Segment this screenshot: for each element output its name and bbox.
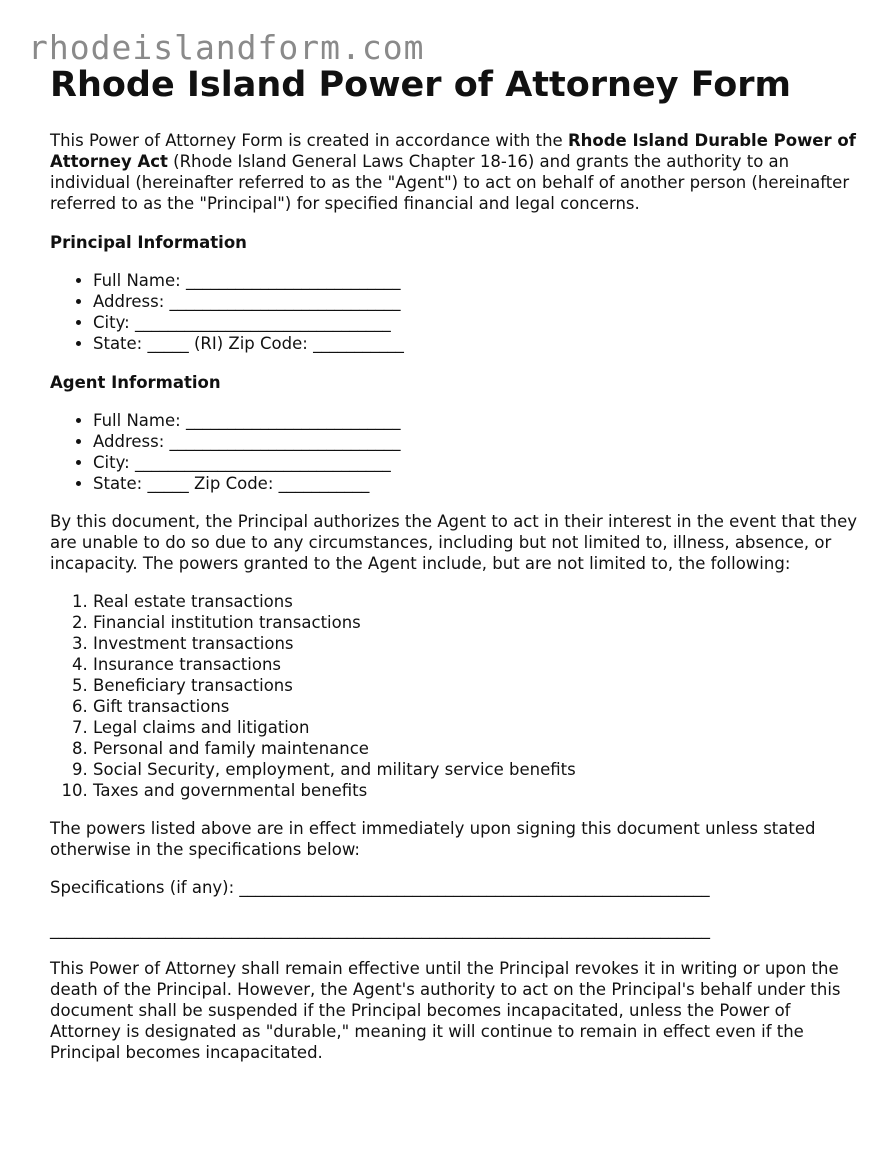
principal-heading: Principal Information (50, 233, 247, 252)
intro-text-2: (Rhode Island General Laws Chapter 18-16) and grants the authority to an individual (hereinafter referred to as the "Agent") to act on behalf of another person (hereinafter referred to as the "Principal") for specified financial and legal concerns. (50, 152, 850, 213)
principal-full-name-field: • Full Name: __________________________ (93, 270, 860, 291)
agent-city-field: • City: _______________________________ (93, 452, 860, 473)
document-body (50, 64, 860, 1063)
agent-state-zip-field: • State: _____ Zip Code: ___________ (93, 473, 860, 494)
intro-act-name: Rhode Island Durable Power of Attorney Act (50, 131, 856, 171)
power-item: 8. Personal and family maintenance (93, 738, 860, 759)
intro-text-1: This Power of Attorney Form is created in accordance with the (50, 131, 568, 150)
agent-address-field: • Address: ____________________________ (93, 431, 860, 452)
power-item: 1. Real estate transactions (93, 591, 860, 612)
power-item: 5. Beneficiary transactions (93, 675, 860, 696)
agent-full-name-field: • Full Name: __________________________ (93, 410, 860, 431)
power-item: 3. Investment transactions (93, 633, 860, 654)
power-item: 6. Gift transactions (93, 696, 860, 717)
specifications-blank-line: ________________________________________________________________________________ (50, 920, 710, 939)
principal-address-field: • Address: ____________________________ (93, 291, 860, 312)
page-title: Rhode Island Power of Attorney Form (50, 65, 791, 105)
watermark-text: rhodeislandform.com (28, 28, 425, 67)
agent-fields (50, 410, 860, 494)
power-item: 2. Financial institution transactions (93, 612, 860, 633)
principal-fields (50, 270, 860, 354)
principal-state-zip-field: • State: _____ (RI) Zip Code: ___________ (93, 333, 860, 354)
power-item: 9. Social Security, employment, and military service benefits (93, 759, 860, 780)
authorization-paragraph: By this document, the Principal authorizes the Agent to act in their interest in the event that they are unable to do so due to any circumstances, including but not limited to, illness, absence, or incapacity. The powers granted to the Agent include, but are not limited to, the following: (50, 512, 857, 573)
effect-paragraph: The powers listed above are in effect immediately upon signing this document unless stated otherwise in the specifications below: (50, 819, 816, 859)
power-item: 7. Legal claims and litigation (93, 717, 860, 738)
specifications-field: Specifications (if any): _________________________________________________________ (50, 878, 710, 897)
power-item: 10. Taxes and governmental benefits (93, 780, 860, 801)
power-item: 4. Insurance transactions (93, 654, 860, 675)
agent-heading: Agent Information (50, 373, 221, 392)
duration-paragraph: This Power of Attorney shall remain effective until the Principal revokes it in writing or upon the death of the Principal. However, the Agent's authority to act on the Principal's behalf under this document shall be suspended if the Principal becomes incapacitated, unless the Power of Attorney is designated as "durable," meaning it will continue to remain in effect even if the Principal becomes incapacitated. (50, 959, 841, 1062)
intro-paragraph (50, 130, 860, 214)
powers-list (50, 591, 860, 801)
principal-city-field: • City: _______________________________ (93, 312, 860, 333)
